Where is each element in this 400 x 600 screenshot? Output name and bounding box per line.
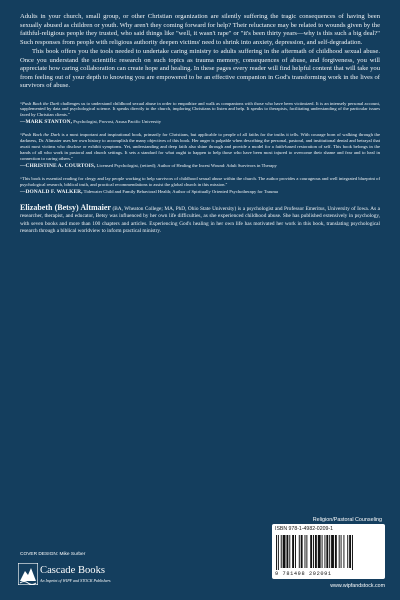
author-bio [20,204,380,235]
endorser-name: —MARK STANTON, [20,119,73,126]
endorser-name: —CHRISTINE A. COURTOIS, [20,162,96,169]
endorser-role: Psychologist, Provost, Azusa Pacific University [72,119,162,125]
endorser-role: Licensed Psychologist, (retired); Author of Healing the Incest Wound: Adult Survivors in Therapy [95,162,277,168]
endorsement-text: is a most important and inspirational book, primarily for Christians, but applicable to people of all faiths for the truths it tells. With courage born of walking through the darkness, Dr. Altmaier uses her own history to accomplish the many objectives of this book. Her anger is palpable when describing the personal, pastoral, and institutional denial and betrayal that await most victims who disclose or exhibit symptoms. Yet, understanding and deep faith also shine through and provide a model for a faith-based restoration of self. This book belongs in the hands of all who work in pastoral and church settings. It sets a standard for what ought to happen to help those who have been most injured to overcome their shame and fear and to heal in connection to caring others." [20,132,380,162]
endorser-name: —DONALD F. WALKER, [20,188,83,195]
endorsement-1: “Push Back the Dark challenges us to understand childhood sexual abuse in order to empathize and walk as companions with those who have been victimized. It is an intensely personal account, supplemented by data and psychological science. It speaks directly to the church, imploring Christians to listen and help. It speaks to therapists, facilitating understanding of the particular issues faced by Christian clients." —MARK STANTON, Psychologist, Provost, Azusa Pacific University [20,100,380,126]
barcode-block [272,524,385,579]
author-bio-text: (BA, Wheaton College; MA, PhD, Ohio State University) is a psychologist and Professor Emeritus, University of Iowa. As a researcher, therapist, and educator, Betsy was influenced by her own life difficulties, as she experienced childhood abuse. She has published extensively in psychology, with seven books and more than 100 chapters and articles. Experiencing God's healing in her own life has motivated her work in this book, translating psychological research through a biblical worldview to inform practical ministry. [20,206,380,234]
endorsement-2: “Push Back the Dark is a most important and inspirational book, primarily for Christians, but applicable to people of all faiths for the truths it tells. With courage born of walking through the darkness, Dr. Altmaier uses her own history to accomplish the many objectives of this book. Her anger is palpable when describing the personal, pastoral, and institutional denial and betrayal that await most victims who disclose or exhibit symptoms. Yet, understanding and deep faith also shine through and provide a model for a faith-based restoration of self. This book belongs in the hands of all who work in pastoral and church settings. It sets a standard for what ought to happen to help those who have been most injured to overcome their shame and fear and to heal in connection to caring others." —CHRISTINE A. COURTOIS, Licensed Psychologist, (retired); Author of Healing the Incest Wound: Adult Survivors in Therapy [20,132,380,169]
author-name: Elizabeth (Betsy) Altmaier [20,203,111,213]
intro-paragraph-2: This book offers you the tools needed to undertake caring ministry to adults suffering in the aftermath of childhood sexual abuse. Once you understand the scientific research on such topics as trauma memory, consequences of abuse, and forgiveness, you will appreciate how caring collaboration can create hope and healing. In these pages every reader will find helpful content that will take you from feeling out of your depth to knowing you are empowered to be an effective companion in God's transforming work in the lives of survivors of abuse. [20,48,380,89]
cover-design-credit: COVER DESIGN: Mike Surber [20,552,86,557]
endorsement-3: “This book is essential reading for clergy and lay people working to help survivors of childhood sexual abuse within the church. The author provides a courageous and well integrated blueprint of psychological research, biblical truth, and practical recommendations to assist the global church in this mission." —DONALD F. WALKER, Tidewater Child and Family Behavioral Health; Author of Spiritually Oriented Psychotherapy for Trauma [20,176,380,195]
isbn-label: ISBN 978-1-4982-0209-1 [275,526,333,532]
intro-paragraph-1: Adults in your church, small group, or other Christian organization are silently suffering the tragic consequences of having been sexually abused as children or youth. Why aren't they coming forward for help? Their reluctance may be related to wounds given by the faithful-religious people they trusted, who said things like "well, it wasn't rape" or "it's been thirty years—why is this such a big deal?" Such responses from people with religious authority deepen victims' need to shrink into anxiety, depression, and self-degradation. [20,13,380,46]
publisher-website: www.wipfandstock.com [330,583,385,589]
endorsement-text: This book is essential reading for clergy and lay people working to help survivors of childhood sexual abuse within the church. The author provides a courageous and well integrated blueprint of psychological research, biblical truth, and practical recommendations to assist the global church in this mission." [20,176,380,188]
endorsement-title: Push Back the Dark [22,100,60,106]
publisher-logo [18,563,148,595]
isbn-digits: 9 781498 202091 [275,571,332,577]
cascade-logo-icon [18,563,38,585]
endorsement-title: Push Back the Dark [22,132,60,138]
barcode-image [276,535,381,570]
endorsement-text: challenges us to understand childhood sexual abuse in order to empathize and walk as companions with those who have been victimized. It is an intensely personal account, supplemented by data and psychological science. It speaks directly to the church, imploring Christians to listen and help. It speaks to therapists, facilitating understanding of the particular issues faced by Christian clients." [20,100,380,118]
publisher-tagline: An Imprint of WIPF and STOCK Publishers [40,578,111,583]
book-category: Religion/Pastoral Counseling [312,517,382,523]
endorser-role: Tidewater Child and Family Behavioral Health; Author of Spiritually Oriented Psychotherapy for Trauma [82,188,278,194]
publisher-name: Cascade Books [40,565,106,576]
